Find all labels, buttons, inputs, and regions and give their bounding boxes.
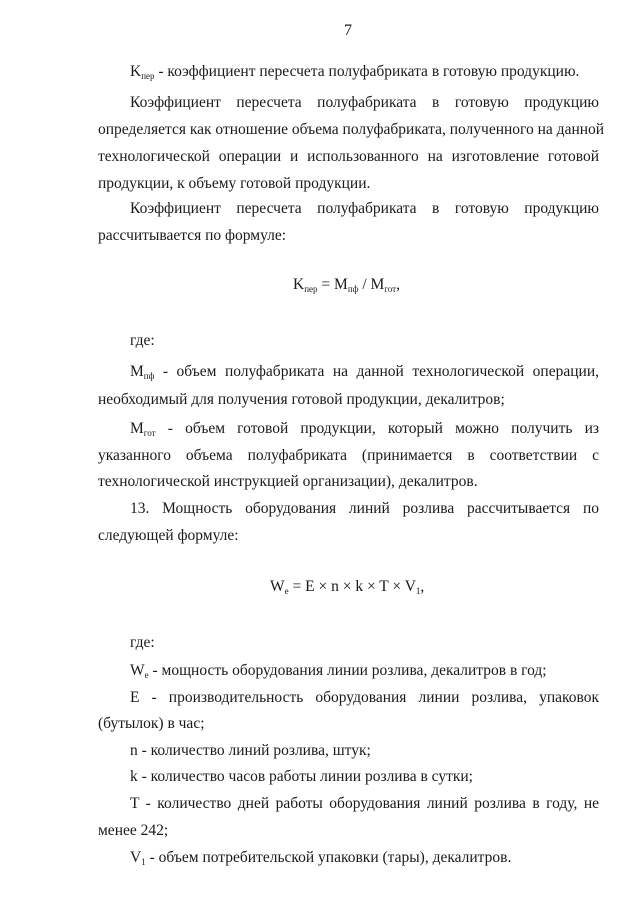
paragraph-2-line-2: рассчитывается по формуле: — [98, 227, 287, 244]
mtot-definition-line-1: $M_{гот}$ - объем готовой продукции, который можно получить из — [130, 420, 599, 438]
formula-conversion-coefficient: $K_{пер} = M_{пф} / M_{гот}$, — [293, 276, 400, 294]
paragraph-1-line-3: технологической операции и использованного на изготовление готовой — [98, 148, 599, 165]
t-definition-line-2: менее 242; — [98, 822, 169, 839]
mpf-definition-line-1: $M_{пф}$ - объем полуфабриката на данной технологической операции, — [130, 363, 599, 381]
e-definition-line-2: (бутылок) в час; — [98, 715, 205, 732]
formula-bottling-capacity: $W_e = E \times n \times k \times T \times V_1$, — [270, 578, 425, 596]
paragraph-1-line-1: Коэффициент пересчета полуфабриката в готовую продукцию — [130, 94, 599, 111]
page-number: 7 — [344, 22, 352, 39]
where-label-1: где: — [130, 332, 155, 349]
paragraph-1-line-2: определяется как отношение объема полуфабриката, полученного на данной — [98, 121, 605, 138]
item-13-line-1: 13. Мощность оборудования линий розлива рассчитывается по — [130, 500, 599, 517]
mpf-definition-line-2: необходимый для получения готовой продукции, декалитров; — [98, 391, 505, 408]
k-definition: k - количество часов работы линии розлива в сутки; — [130, 768, 473, 785]
kper-definition: $K_{пер}$ - коэффициент пересчета полуфабриката в готовую продукцию. — [130, 63, 580, 81]
mtot-definition-line-2: указанного объема полуфабриката (принимается в соответствии с — [98, 447, 599, 464]
where-label-2: где: — [130, 634, 155, 651]
paragraph-1-line-4: продукции, к объему готовой продукции. — [98, 175, 371, 192]
n-definition: n - количество линий розлива, штук; — [130, 742, 371, 759]
item-13-line-2: следующей формуле: — [98, 527, 239, 544]
v1-definition: $V_1$ - объем потребительской упаковки (тары), декалитров. — [130, 849, 512, 867]
mtot-definition-line-3: технологической инструкцией организации), декалитров. — [98, 473, 478, 490]
e-definition-line-1: E - производительность оборудования линии розлива, упаковок — [130, 689, 599, 706]
we-definition: $W_e$ - мощность оборудования линии розлива, декалитров в год; — [130, 662, 547, 680]
t-definition-line-1: T - количество дней работы оборудования линий розлива в году, не — [130, 795, 599, 812]
paragraph-2-line-1: Коэффициент пересчета полуфабриката в готовую продукцию — [130, 200, 599, 217]
